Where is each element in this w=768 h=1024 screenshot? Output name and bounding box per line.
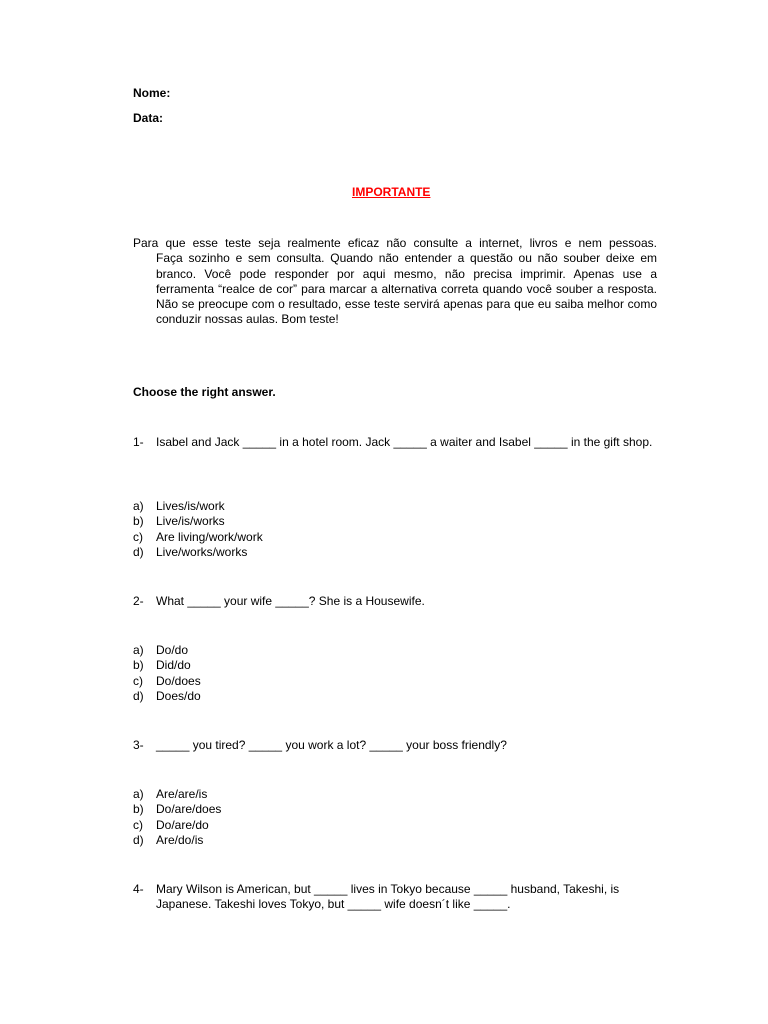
notice-paragraph — [133, 236, 657, 328]
question-number: 3- — [133, 738, 144, 752]
option-text: Does/do — [156, 688, 201, 703]
option-letter: d) — [133, 832, 144, 847]
option-text: Are/do/is — [156, 832, 204, 847]
option-letter: c) — [133, 673, 143, 688]
question-text: Isabel and Jack _____ in a hotel room. Jack _____ a waiter and Isabel _____ in the gift shop. — [156, 435, 653, 449]
question-text: What _____ your wife _____? She is a Housewife. — [156, 594, 425, 608]
question-4 — [133, 882, 658, 913]
option-letter: d) — [133, 688, 144, 703]
date-label: Data: — [133, 111, 164, 125]
option-letter: a) — [133, 499, 144, 513]
option-letter: a) — [133, 643, 144, 657]
option-letter: c) — [133, 817, 143, 832]
option-text: Do/are/does — [156, 802, 222, 817]
option-letter: a) — [133, 787, 144, 801]
option-text: Do/do — [156, 643, 189, 657]
question-1 — [133, 435, 658, 450]
question-3 — [133, 738, 658, 753]
option-letter: b) — [133, 802, 144, 817]
option-text: Live/is/works — [156, 514, 225, 529]
question-number: 2- — [133, 594, 144, 608]
question-text: Mary Wilson is American, but _____ lives in Tokyo because _____ husband, Takeshi, is Japanese. Takeshi loves Tokyo, but _____ wife doesn´t like _____. — [156, 882, 620, 912]
option-text: Do/are/do — [156, 817, 209, 832]
question-text: _____ you tired? _____ you work a lot? _____ your boss friendly? — [156, 738, 507, 752]
notice-title: IMPORTANTE — [352, 185, 431, 199]
question-number: 1- — [133, 435, 144, 449]
instructions-heading: Choose the right answer. — [133, 385, 276, 399]
option-text: Live/works/works — [156, 544, 248, 559]
name-label: Nome: — [133, 86, 171, 100]
notice-first-line: Para que esse teste seja realmente eficaz não consulte a internet, livros e nem pessoas. — [133, 236, 657, 250]
option-text: Do/does — [156, 673, 201, 688]
option-letter: b) — [133, 658, 144, 673]
option-text: Did/do — [156, 658, 191, 673]
question-2 — [133, 594, 658, 609]
option-text: Are living/work/work — [156, 529, 263, 544]
option-text: Are/are/is — [156, 787, 208, 801]
option-letter: d) — [133, 544, 144, 559]
option-letter: b) — [133, 514, 144, 529]
question-number: 4- — [133, 882, 144, 896]
notice-body: Faça sozinho e sem consulta. Quando não entender a questão ou não souber deixe em branco. Você pode responder por aqui mesmo, não precisa imprimir. Apenas use a ferramenta “realce de cor” para marcar a alternativa correta quando você souber a resposta. Não se preocupe com o resultado, esse teste servirá apenas para que eu saiba melhor como conduzir nossas aulas. Bom teste! — [156, 251, 657, 327]
option-letter: c) — [133, 529, 143, 544]
option-text: Lives/is/work — [156, 499, 225, 513]
